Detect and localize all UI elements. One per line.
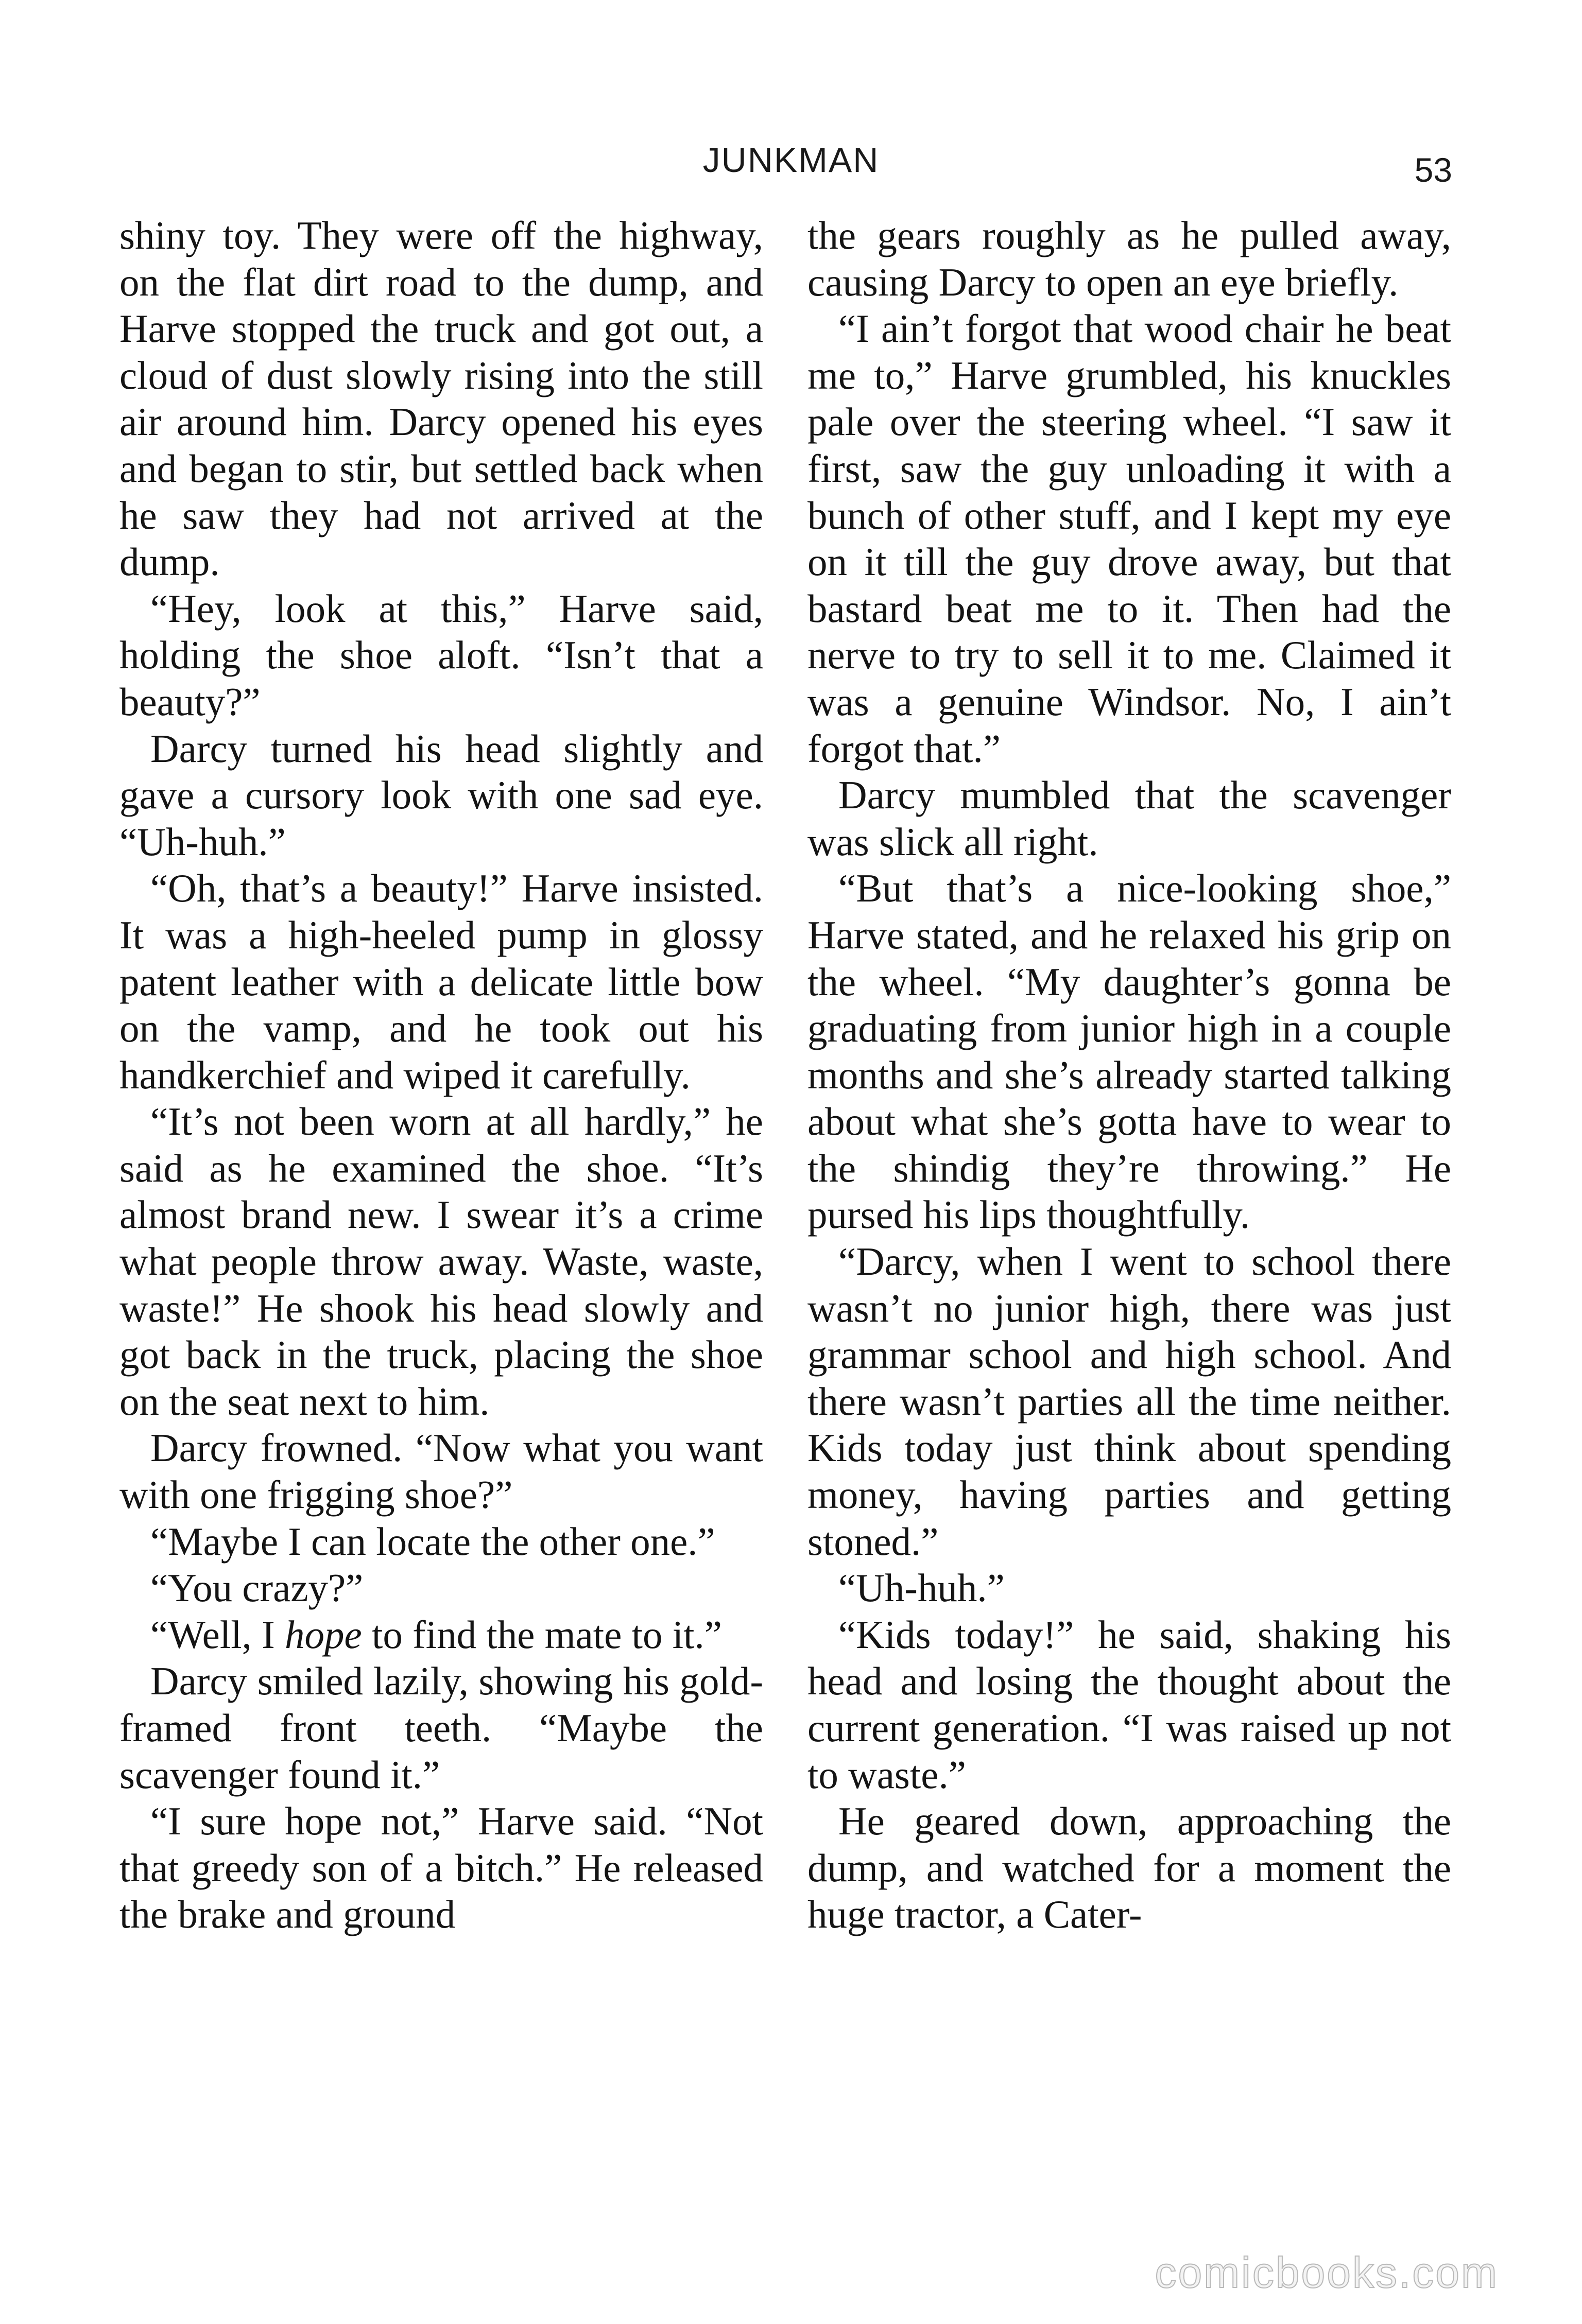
paragraph: shiny toy. They were off the highway, on the flat dirt road to the dump, and Harve stopped the truck and got out, a cloud of dust slowly rising into the still air around him. Darcy opened his eyes and began to stir, but settled back when he saw they had not arrived at the dump. [119,213,763,584]
paragraph: “I sure hope not,” Harve said. “Not that greedy son of a bitch.” He released the brake and ground [119,1799,763,1937]
running-head-title: JUNKMAN [702,141,880,180]
paragraph: “Kids today!” he said, shaking his head and losing the thought about the current generation. “I was raised up not to waste.” [807,1612,1451,1797]
watermark: comicbooks.com [1155,2248,1499,2297]
paragraph: Darcy frowned. “Now what you want with one frigging shoe?” [119,1426,763,1517]
emphasized-word: hope [285,1612,362,1657]
paragraph: “Maybe I can locate the other one.” [150,1519,715,1564]
paragraph [119,1611,763,1658]
paragraph: “Oh, that’s a beauty!” Harve insisted. It was a high-heeled pump in glossy patent leather with a delicate little bow on the vamp, and he took out his handkerchief and wiped it carefully. [119,866,763,1097]
paragraph: “Uh-huh.” [838,1566,1005,1610]
paragraph: “It’s not been worn at all hardly,” he said as he examined the shoe. “It’s almost brand new. I swear it’s a crime what people throw away. Waste, waste, waste!” He shook his head slowly and got back in the truck, placing the shoe on the seat next to him. [119,1099,763,1424]
paragraph: “Hey, look at this,” Harve said, holding the shoe aloft. “Isn’t that a beauty?” [119,586,763,724]
left-column [119,212,763,1938]
paragraph: Darcy mumbled that the scavenger was slick all right. [807,773,1451,864]
paragraph: Darcy smiled lazily, showing his gold-framed front teeth. “Maybe the scavenger found it.” [119,1659,763,1797]
paragraph-text: to find the mate to it.” [362,1612,722,1657]
paragraph: Darcy turned his head slightly and gave a cursory look with one sad eye. “Uh-huh.” [119,726,763,864]
paragraph: “Darcy, when I went to school there wasn’t no junior high, there was just grammar school and high school. And there wasn’t parties all the time neither. Kids today just think about spending money, having parties and getting stoned.” [807,1239,1451,1564]
paragraph: He geared down, approaching the dump, and watched for a moment the huge tractor, a Cater- [807,1799,1451,1937]
paragraph: “I ain’t forgot that wood chair he beat me to,” Harve grumbled, his knuckles pale over the steering wheel. “I saw it first, saw the guy unloading it with a bunch of other stuff, and I kept my eye on it till the guy drove away, but that bastard beat me to it. Then had the nerve to try to sell it to me. Claimed it was a genuine Windsor. No, I ain’t forgot that.” [807,306,1451,771]
paragraph: “But that’s a nice-looking shoe,” Harve stated, and he relaxed his grip on the wheel. “My daughter’s gonna be graduating from junior high in a couple months and she’s already started talking about what she’s gotta have to wear to the shindig they’re throwing.” He pursed his lips thoughtfully. [807,866,1451,1237]
paragraph-text: “Well, I [150,1612,285,1657]
page-number: 53 [1414,151,1452,189]
paragraph: “You crazy?” [150,1566,364,1610]
paragraph: the gears roughly as he pulled away, causing Darcy to open an eye briefly. [807,213,1451,304]
right-column [807,212,1451,1938]
